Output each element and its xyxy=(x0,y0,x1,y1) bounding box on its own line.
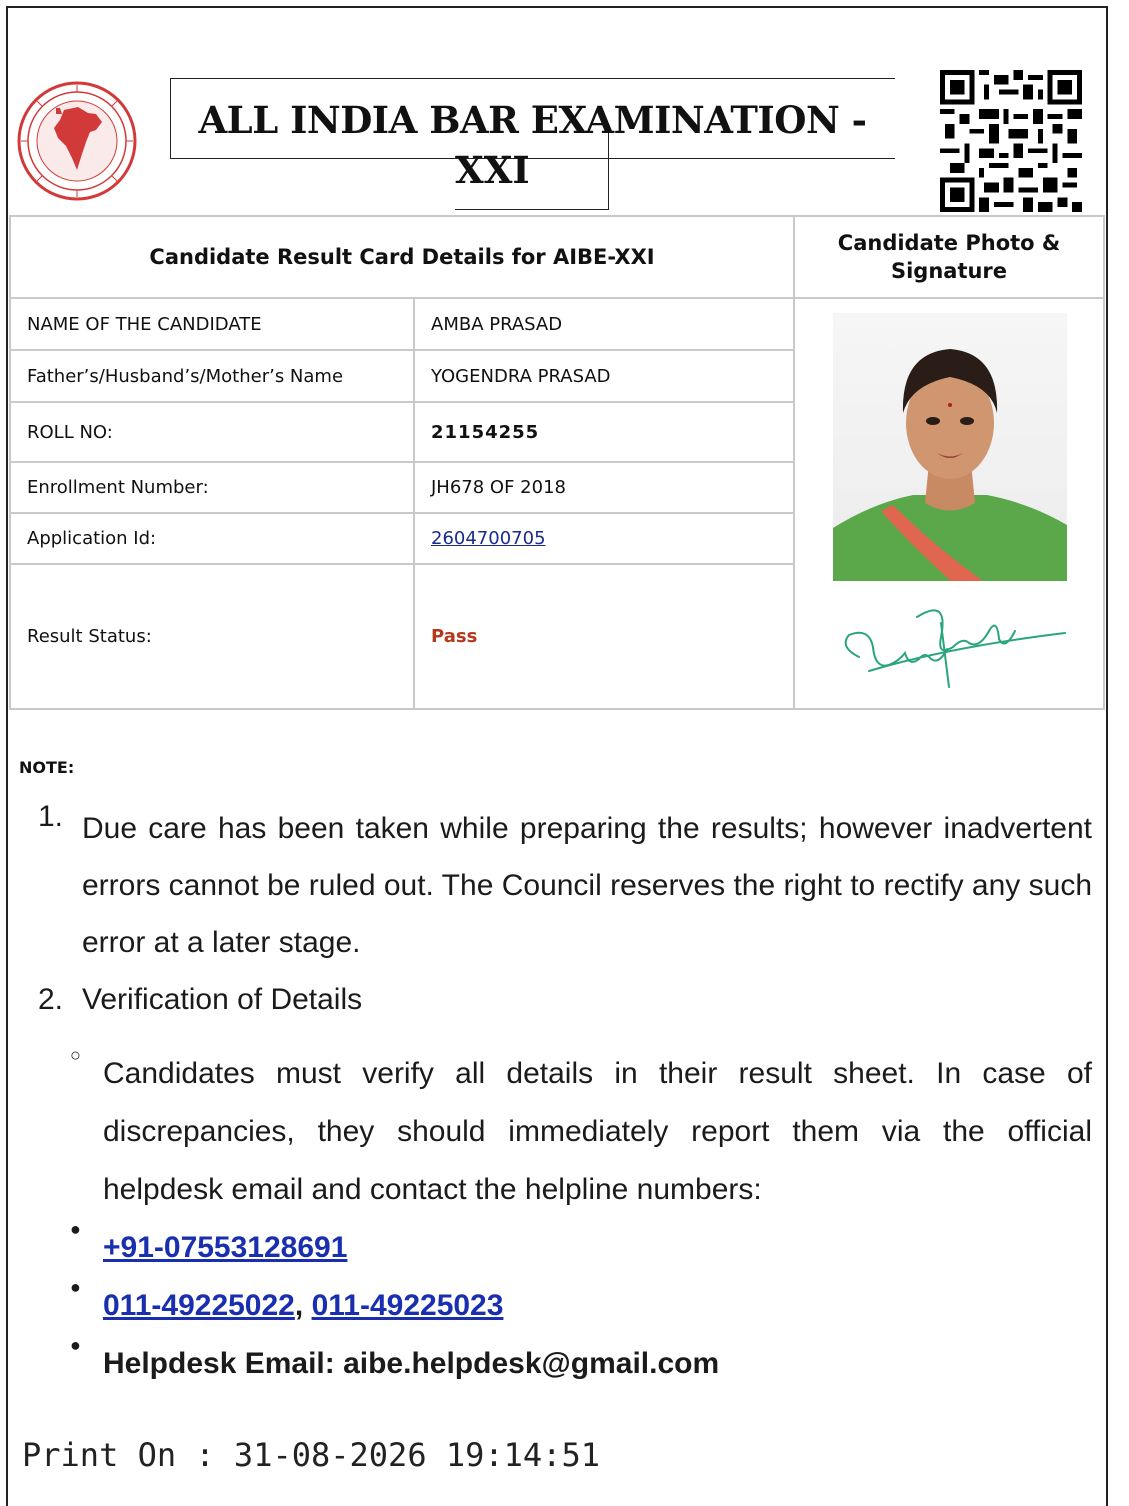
note-label: NOTE: xyxy=(19,758,75,777)
row-label: ROLL NO: xyxy=(10,402,414,462)
phone-link[interactable]: +91-07553128691 xyxy=(103,1231,348,1264)
photo-heading: Candidate Photo & Signature xyxy=(794,216,1104,298)
list-item xyxy=(70,1335,1092,1393)
list-item xyxy=(70,1045,1092,1219)
bullet-circle-icon: ○ xyxy=(70,1045,81,1065)
title-frame xyxy=(170,78,895,79)
list-number: 2. xyxy=(38,983,64,1016)
list-item xyxy=(70,1277,1092,1335)
page-title-line2: XXI xyxy=(455,148,530,192)
list-number: 1. xyxy=(38,800,64,833)
note-text: Due care has been taken while preparing the results; however inadvertent errors cannot be ruled out. The Council reserves the right to rectify any such error at a later stage. xyxy=(82,812,1092,959)
print-timestamp: Print On : 31-08-2026 19:14:51 xyxy=(22,1436,600,1474)
helpdesk-email: Helpdesk Email: aibe.helpdesk@gmail.com xyxy=(103,1347,720,1380)
card-heading: Candidate Result Card Details for AIBE-XXI xyxy=(10,216,794,298)
row-label: Enrollment Number: xyxy=(10,462,414,513)
note-text: Verification of Details xyxy=(82,983,363,1016)
candidate-name: AMBA PRASAD xyxy=(414,298,794,350)
enrollment-number: JH678 OF 2018 xyxy=(414,462,794,513)
title-frame xyxy=(170,158,895,159)
notes-list xyxy=(38,800,1092,1028)
result-status: Pass xyxy=(414,564,794,709)
separator: , xyxy=(294,1289,304,1322)
table-row xyxy=(10,298,1104,350)
bar-council-seal-icon xyxy=(16,80,138,202)
list-item xyxy=(70,1219,1092,1277)
roll-number: 21154255 xyxy=(414,402,794,462)
verification-bullets xyxy=(70,1045,1092,1393)
candidate-signature xyxy=(829,587,1069,691)
title-frame xyxy=(608,132,609,210)
row-label: Father’s/Husband’s/Mother’s Name xyxy=(10,350,414,402)
bullet-text: Candidates must verify all details in their result sheet. In case of discrepancies, they should immediately report them via the official helpdesk email and contact the helpline numbers: xyxy=(103,1057,1092,1206)
row-label: Application Id: xyxy=(10,513,414,564)
photo-signature-cell xyxy=(794,298,1104,709)
phone-link[interactable]: 011-49225022 xyxy=(103,1289,295,1322)
application-id-link[interactable]: 2604700705 xyxy=(431,528,546,549)
list-item xyxy=(38,971,1092,1028)
page-title: ALL INDIA BAR EXAMINATION - xyxy=(198,98,867,142)
bullet-dot-icon: ● xyxy=(70,1219,81,1239)
row-label: NAME OF THE CANDIDATE xyxy=(10,298,414,350)
bullet-dot-icon: ● xyxy=(70,1277,81,1297)
result-card-table xyxy=(9,215,1105,710)
title-frame xyxy=(455,209,608,210)
candidate-photo xyxy=(833,313,1067,581)
parent-name: YOGENDRA PRASAD xyxy=(414,350,794,402)
row-label: Result Status: xyxy=(10,564,414,709)
list-item xyxy=(38,800,1092,971)
bullet-dot-icon: ● xyxy=(70,1335,81,1355)
qr-code-icon xyxy=(940,70,1082,212)
phone-link[interactable]: 011-49225023 xyxy=(311,1289,504,1322)
